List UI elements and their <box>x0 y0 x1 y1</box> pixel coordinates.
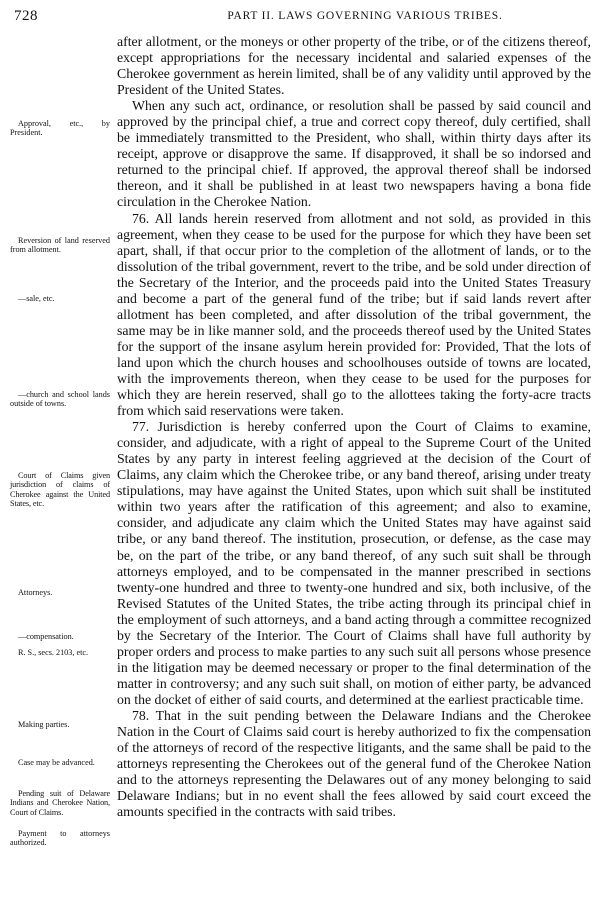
sidenote-approval: Approval, etc., by President. <box>10 119 110 138</box>
sidenote-sale: —sale, etc. <box>18 294 55 303</box>
sidenote-attorneys: Attorneys. <box>18 588 53 597</box>
sidenote-revised-statutes: R. S., secs. 2103, etc. <box>18 648 89 657</box>
sidenote-pending-suit: Pending suit of Delaware Indians and Cherokee Nation, Court of Claims. <box>10 789 110 817</box>
sidenote-making-parties: Making parties. <box>18 720 70 729</box>
page-header <box>0 0 600 32</box>
sidenote-payment-attorneys: Payment to attorneys authorized. <box>10 829 110 848</box>
paragraph-section-78: 78. That in the suit pending between the Delaware Indians and the Cherokee Nation in the Court of Claims said court is hereby authorized to fix the compensation of the attorneys of record of the respective litigants, and the same shall be paid to the attorneys representing the Cherokees out of the general fund of the Cherokee Nation and to the attorneys representing the Delawares out of any money belonging to said Delaware Indians; but in no event shall the fees allowed by said court exceed the amounts specified in the contracts with said tribes. <box>117 707 591 820</box>
paragraph-continuation: after allotment, or the moneys or other property of the tribe, or of the citizens thereof, except appropriations for the necessary incidental and salaried expenses of the Cherokee government as herein limited, shall be of any validity until approved by the President of the United States. <box>117 34 591 98</box>
page-number: 728 <box>14 8 38 24</box>
paragraph-section-77: 77. Jurisdiction is hereby conferred upon the Court of Claims to examine, consider, and adjudicate, with a right of appeal to the Supreme Court of the United States by any party in interest feeling aggrieved at the decision of the Court of Claims, any claim which the Cherokee tribe, or any band thereof, arising under treaty stipulations, may have against the United States, upon which suit shall be instituted within two years after the ratification of this agreement; and also to examine, consider, and adjudicate any claim which the United States may have against said tribe, or any band thereof. The institution, prosecution, or defense, as the case may be, on the part of the tribe, or any band thereof, of any such suit shall be through attorneys employed, and to be compensated in the manner prescribed in sections twenty-one hundred and three to twenty-one hundred and six, both inclusive, of the Revised Statutes of the United States, the tribe acting through its principal chief in the employment of such attorneys, and a band acting through a committee recognized by the Secretary of the Interior. The Court of Claims shall have full authority by proper orders and process to make parties to any such suit all persons whose presence in the litigation may be deemed necessary or proper to the final determination of the matter in controversy; and any such suit shall, on motion of either party, be advanced on the docket of either of said courts, and determined at the earliest practicable time. <box>117 419 591 707</box>
paragraph-section-76: 76. All lands herein reserved from allotment and not sold, as provided in this agreement, when they cease to be used for the purpose for which they have been set apart, shall, if that occur prior to the completion of the allotment of lands, or to the dissolution of the tribal government, revert to the tribe, and be sold under direction of the Secretary of the Interior, and the proceeds paid into the United States Treasury and become a part of the general fund of the tribe; but if said lands revert after allotment has been completed, and after dissolution of the tribal government, the same may be in like manner sold, and the proceeds thereof used by the United States for the support of the insane asylum herein provided for: Provided, That the lots of land upon which the church houses and schoolhouses outside of towns are located, with the improvements thereon, when they cease to be used for the purposes for which they are herein reserved, shall go to the allottees taking the forty-acre tracts from which said reservations were taken. <box>117 210 591 419</box>
sidenote-reversion: Reversion of land reserved from allotment. <box>10 236 110 255</box>
main-text <box>117 34 591 820</box>
sidenote-church-school-lands: —church and school lands outside of towns. <box>10 390 110 409</box>
sidenote-case-advanced: Case may be advanced. <box>18 758 95 767</box>
sidenote-compensation: —compensation. <box>18 632 74 641</box>
paragraph-approval: When any such act, ordinance, or resolution shall be passed by said council and approved by the principal chief, a true and correct copy thereof, duly certified, shall be immediately transmitted to the President, who shall, within thirty days after its receipt, approve or disapprove the same. If disapproved, it shall be so indorsed and returned to the principal chief. If approved, the approval thereof shall be indorsed thereon, and it shall be published in at least two newspapers having a bona fide circulation in the Cherokee Nation. <box>117 98 591 210</box>
running-title: PART II. LAWS GOVERNING VARIOUS TRIBES. <box>227 10 503 22</box>
sidenote-court-of-claims: Court of Claims given jurisdiction of claims of Cherokee against the United States, etc. <box>10 471 110 509</box>
